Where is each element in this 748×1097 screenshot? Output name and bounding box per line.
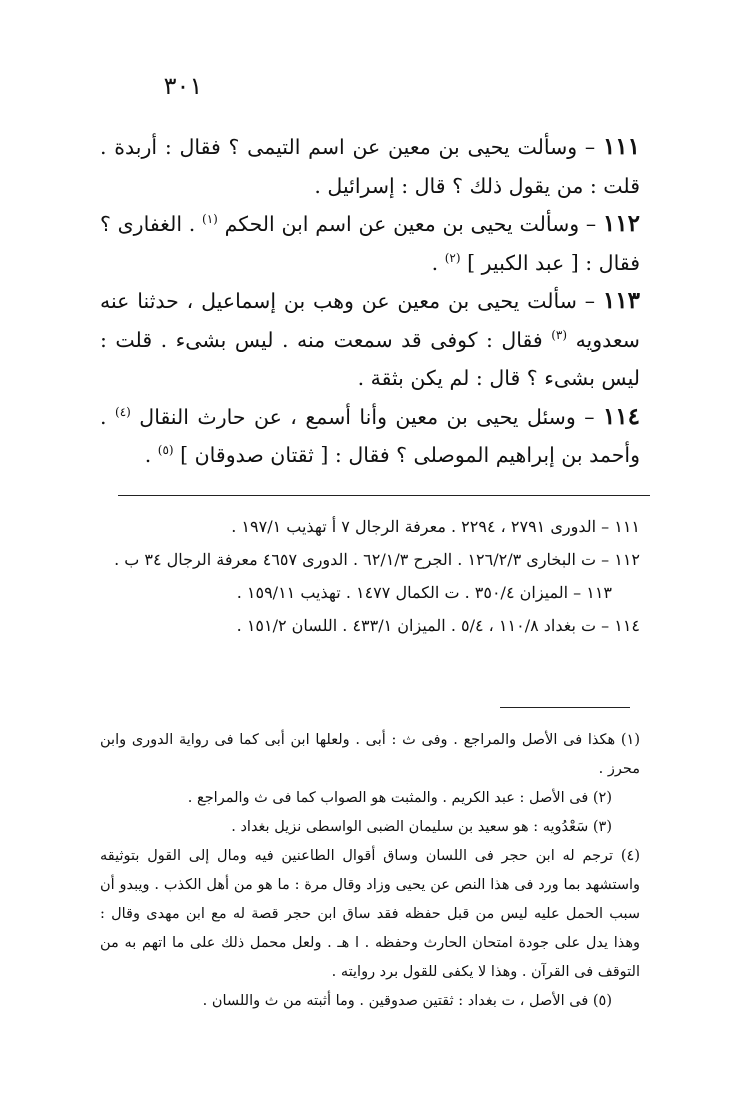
entry-text: . الغفارى ؟ فقال : [ عبد الكبير ] [100, 212, 640, 275]
footnotes [100, 726, 640, 1016]
footnote-1: (١) هكذا فى الأصل والمراجع . وفى ث : أبى . ولعلها ابن أبى كما فى رواية الدورى وابن محرز . [100, 732, 640, 777]
footnote-marker: (٣) [551, 327, 568, 342]
footnote-5: (٥) فى الأصل ، ت بغداد : ثقتين صدوقين . وما أثبته من ث واللسان . [202, 993, 612, 1009]
reference-113: ١١٣ – الميزان ٣٥٠/٤ . ت الكمال ١٤٧٧ . تهذيب ١٥٩/١١ . [236, 583, 612, 602]
references-divider [118, 495, 650, 496]
main-text [100, 128, 640, 475]
page-number: ٣٠١ [163, 72, 203, 100]
entry-number: ١١٢ [602, 210, 640, 237]
entry-number: ١١٤ [602, 402, 640, 430]
reference-112: ١١٢ – ت البخارى ١٢٦/٢/٣ . الجرح ٦٢/١/٣ . الدورى ٤٦٥٧ معرفة الرجال ٣٤ ب . [114, 550, 640, 569]
footnote-marker: (٢) [444, 250, 461, 265]
entry-text: . [431, 250, 439, 275]
entry-number: ١١١ [602, 133, 640, 160]
footnotes-divider [500, 707, 630, 708]
footnote-2: (٢) فى الأصل : عبد الكريم . والمثبت هو الصواب كما فى ث والمراجع . [187, 790, 612, 806]
footnote-marker: (٤) [115, 404, 131, 419]
entry-114 [100, 398, 640, 475]
entry-text: – وسئل يحيى بن معين وأنا أسمع ، عن حارث النقال [139, 404, 595, 429]
entry-text: . وأحمد بن إبراهيم الموصلى ؟ فقال : [ ثقتان صدوقان ] [100, 404, 640, 467]
reference-111: ١١١ – الدورى ٢٧٩١ ، ٢٢٩٤ . معرفة الرجال ٧ أ تهذيب ١٩٧/١ . [231, 517, 640, 536]
entry-text: فقال : كوفى قد سمعت منه . ليس بشىء . قلت : ليس بشىء ؟ قال : لم يكن بثقة . [100, 327, 640, 390]
entry-112 [100, 205, 640, 282]
entry-111 [100, 128, 640, 205]
entry-text: – وسألت يحيى بن معين عن اسم التيمى ؟ فقال : أربدة . قلت : من يقول ذلك ؟ قال : إسرائيل . [100, 135, 640, 198]
footnote-marker: (٥) [157, 443, 174, 458]
footnote-4: (٤) ترجم له ابن حجر فى اللسان وساق أقوال الطاعنين فيه ومال إلى القول بتوثيقه واستشهد بما ورد فى هذا النص عن يحيى وزاد وقال مرة : ما هو من أهل الكذب . ويبدو أن سبب الحمل عليه ليس من قبل حفظه فقد ساق ابن حجر قصة له مع ابن مهدى وقال : وهذا يدل على جودة امتحان الحارث وحفظه . ا هـ . ولعل محمل ذلك على ما اتهم به من التوقف فى القرآن . وهذا لا يكفى للقول برد روايته . [100, 848, 640, 980]
footnote-marker: (١) [202, 212, 218, 227]
entry-text: . [144, 443, 152, 467]
entry-text: – وسألت يحيى بن معين عن اسم ابن الحكم [224, 212, 597, 236]
entry-text: – سألت يحيى بن معين عن وهب بن إسماعيل ، حدثنا عنه سعدويه [100, 289, 640, 352]
footnote-3: (٣) سَعْدُويه : هو سعيد بن سليمان الضبى الواسطى نزيل بغداد . [231, 819, 612, 835]
entry-number: ١١٣ [602, 287, 640, 314]
reference-114: ١١٤ – ت بغداد ١١٠/٨ ، ٥/٤ . الميزان ٤٣٣/١ . اللسان ١٥١/٢ . [236, 616, 640, 635]
references [100, 510, 640, 642]
entry-113 [100, 282, 640, 398]
